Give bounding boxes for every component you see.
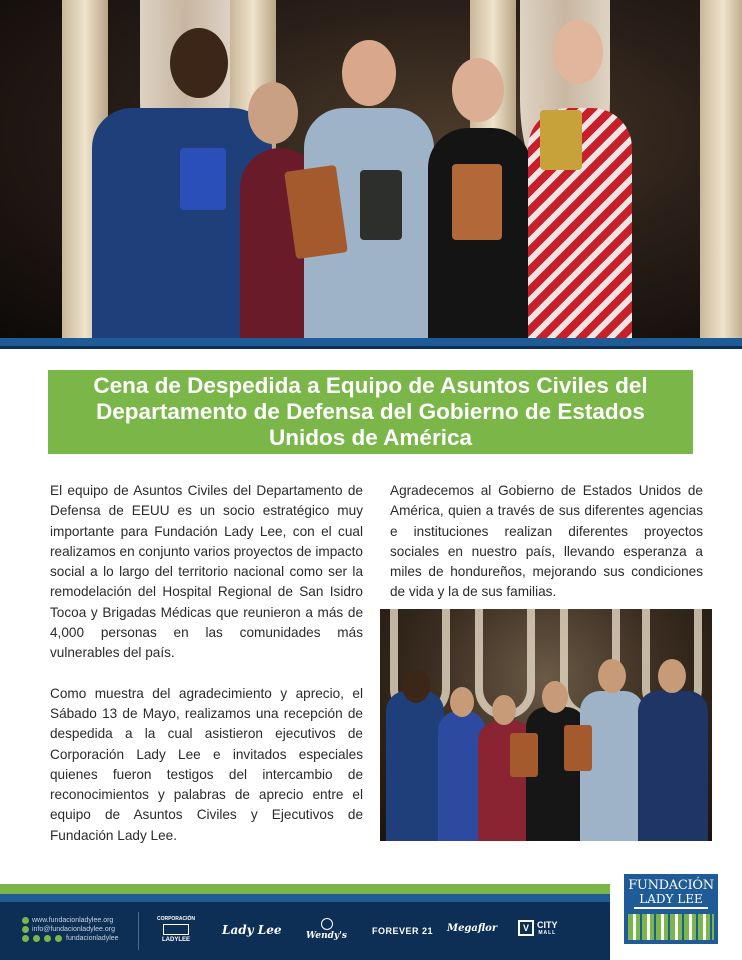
logo-roof-art — [634, 907, 708, 913]
trophy-mask — [180, 148, 226, 210]
brand-wendys-label: Wendy's — [306, 931, 347, 941]
logo-people-art — [628, 914, 714, 940]
logo-line1: FUNDACIÓN — [628, 878, 714, 893]
person-head — [450, 687, 474, 717]
wendys-face-icon — [321, 918, 333, 930]
trophy-mask — [540, 110, 582, 170]
social-handle[interactable]: fundacionladylee — [66, 935, 119, 942]
article-paragraph: El equipo de Asuntos Civiles del Departamento de Defensa de EEUU es un socio estratégico muy importante para Fundación Lady Lee, con el cual realizamos en conjunto varios proyectos de impacto social a lo largo del territorio nacional como ser la remodelación del Hospital Regional de San Isidro Tocoa y Brigadas Médicas que reunieron a más de 4,000 personas en las comunidades más vulnerables del país. — [50, 483, 363, 661]
person-head — [402, 669, 430, 703]
brand-city-sub: MALL — [538, 930, 557, 936]
person-head — [598, 659, 626, 693]
email-link[interactable]: info@fundacionladylee.org — [32, 926, 115, 933]
person-head — [553, 20, 603, 84]
hero-photo — [0, 0, 742, 338]
brand-corp-name: LADYLEE — [161, 937, 190, 943]
brand-corp-top: CORPORACIÓN — [156, 916, 196, 922]
trophy-mask — [360, 170, 402, 240]
group-photo — [380, 609, 712, 841]
brand-city-label: CITY — [537, 920, 558, 930]
person-head — [452, 58, 504, 122]
award-plaque — [452, 164, 502, 240]
award-plaque — [564, 725, 592, 771]
article-column-right — [390, 481, 703, 603]
instagram-icon[interactable] — [44, 935, 51, 942]
brand-corporacion-ladylee — [156, 916, 196, 943]
article-column-left — [50, 481, 363, 846]
column-decoration — [700, 0, 742, 338]
divider-stripe — [0, 338, 742, 346]
contact-block — [22, 916, 119, 943]
building-icon — [163, 924, 189, 935]
article-paragraph: Agradecemos al Gobierno de Estados Unidos de América, quien a través de sus diferentes agencias e instituciones realizan diferentes proyectos sociales en nuestro país, llevando esperanza a miles de hondureños, mejorando sus condiciones de vida y la de sus familias. — [390, 483, 703, 600]
brand-ladylee: Lady Lee — [222, 923, 282, 937]
city-mall-logo-icon: V — [518, 920, 534, 936]
award-plaque — [510, 733, 538, 777]
brand-citymall — [518, 920, 558, 936]
website-link[interactable]: www.fundacionladylee.org — [32, 917, 114, 924]
email-row — [22, 925, 119, 934]
person-head — [492, 695, 516, 725]
article-paragraph: Como muestra del agradecimiento y aprecio, el Sábado 13 de Mayo, realizamos una recepción de despedida a la cual asistieron ejecutivos de Corporación Lady Lee e invitados especiales quienes fueron testigos del intercambio de reconocimientos y palabras de aprecio entre el equipo de Asuntos Civiles y Ejecutivos de Fundación Lady Lee. — [50, 685, 363, 843]
facebook-icon[interactable] — [22, 935, 29, 942]
globe-icon — [22, 917, 29, 924]
footer-separator — [138, 912, 139, 950]
person-head — [658, 659, 686, 693]
youtube-icon[interactable] — [55, 935, 62, 942]
person-figure — [386, 691, 444, 841]
person-figure — [638, 691, 708, 841]
social-row — [22, 934, 119, 943]
website-row — [22, 916, 119, 925]
page-title: Cena de Despedida a Equipo de Asuntos Civiles del Departamento de Defensa del Gobierno de Estados Unidos de América — [93, 373, 648, 450]
brand-forever21: FOREVER 21 — [372, 926, 434, 936]
person-head — [170, 28, 228, 98]
brand-wendys — [306, 918, 347, 941]
twitter-icon[interactable] — [33, 935, 40, 942]
mail-icon — [22, 926, 29, 933]
person-head — [248, 82, 298, 144]
person-head — [542, 681, 568, 713]
fundacion-lady-lee-logo — [624, 874, 718, 944]
divider-stripe — [0, 346, 742, 349]
logo-line2: LADY LEE — [639, 892, 703, 906]
title-banner — [48, 370, 693, 454]
brand-megaflor: Megaflor — [447, 923, 498, 934]
person-head — [342, 40, 396, 106]
